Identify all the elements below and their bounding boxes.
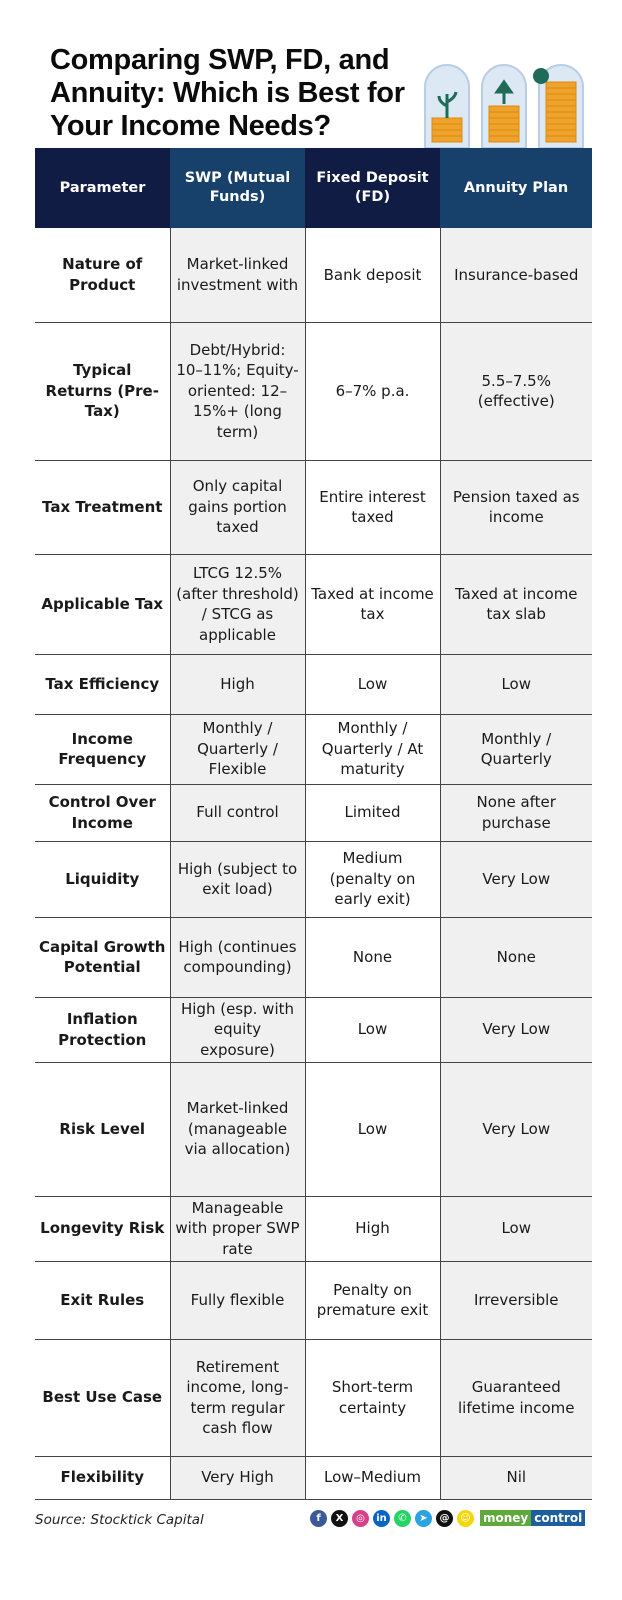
social-links bbox=[310, 1509, 585, 1527]
moneycontrol-logo bbox=[480, 1509, 585, 1527]
column-header: Annuity Plan bbox=[440, 148, 592, 228]
table-row bbox=[35, 1339, 592, 1456]
value-cell: Monthly / Quarterly / At maturity bbox=[305, 714, 440, 784]
value-cell: High (continues compounding) bbox=[170, 917, 305, 997]
value-cell: Bank deposit bbox=[305, 228, 440, 322]
parameter-cell: Income Frequency bbox=[35, 714, 170, 784]
value-cell: Market-linked investment with bbox=[170, 228, 305, 322]
source-note: Source: Stocktick Capital bbox=[35, 1512, 204, 1528]
value-cell: None bbox=[305, 917, 440, 997]
parameter-cell: Applicable Tax bbox=[35, 554, 170, 654]
value-cell: High bbox=[170, 654, 305, 714]
value-cell: Low bbox=[305, 1062, 440, 1196]
value-cell: Full control bbox=[170, 784, 305, 841]
parameter-cell: Inflation Protection bbox=[35, 997, 170, 1062]
value-cell: Very Low bbox=[440, 997, 592, 1062]
table-row bbox=[35, 554, 592, 654]
value-cell: LTCG 12.5% (after threshold) / STCG as applicable bbox=[170, 554, 305, 654]
value-cell: 5.5–7.5% (effective) bbox=[440, 322, 592, 460]
parameter-cell: Typical Returns (Pre-Tax) bbox=[35, 322, 170, 460]
telegram-icon[interactable]: ➤ bbox=[415, 1510, 432, 1527]
savings-illustration bbox=[420, 62, 590, 148]
value-cell: None bbox=[440, 917, 592, 997]
value-cell: Taxed at income tax bbox=[305, 554, 440, 654]
parameter-cell: Risk Level bbox=[35, 1062, 170, 1196]
parameter-cell: Tax Efficiency bbox=[35, 654, 170, 714]
table-row bbox=[35, 1062, 592, 1196]
value-cell: Insurance-based bbox=[440, 228, 592, 322]
parameter-cell: Best Use Case bbox=[35, 1339, 170, 1456]
linkedin-icon[interactable]: in bbox=[373, 1510, 390, 1527]
threads-icon[interactable]: @ bbox=[436, 1510, 453, 1527]
value-cell: Taxed at income tax slab bbox=[440, 554, 592, 654]
table-row bbox=[35, 322, 592, 460]
value-cell: Manageable with proper SWP rate bbox=[170, 1196, 305, 1261]
parameter-cell: Capital Growth Potential bbox=[35, 917, 170, 997]
value-cell: Medium (penalty on early exit) bbox=[305, 841, 440, 917]
value-cell: Low–Medium bbox=[305, 1456, 440, 1499]
table-row bbox=[35, 714, 592, 784]
parameter-cell: Tax Treatment bbox=[35, 460, 170, 554]
value-cell: Market-linked (manageable via allocation) bbox=[170, 1062, 305, 1196]
instagram-icon[interactable]: ◎ bbox=[352, 1510, 369, 1527]
value-cell: Short-term certainty bbox=[305, 1339, 440, 1456]
value-cell: Retirement income, long-term regular cash flow bbox=[170, 1339, 305, 1456]
value-cell: High (esp. with equity exposure) bbox=[170, 997, 305, 1062]
table-row bbox=[35, 997, 592, 1062]
value-cell: 6–7% p.a. bbox=[305, 322, 440, 460]
comparison-table bbox=[35, 148, 592, 1500]
value-cell: Low bbox=[440, 1196, 592, 1261]
parameter-cell: Nature of Product bbox=[35, 228, 170, 322]
column-header: Parameter bbox=[35, 148, 170, 228]
whatsapp-icon[interactable]: ✆ bbox=[394, 1510, 411, 1527]
value-cell: Very High bbox=[170, 1456, 305, 1499]
table-row bbox=[35, 1261, 592, 1339]
parameter-cell: Exit Rules bbox=[35, 1261, 170, 1339]
table-row bbox=[35, 1196, 592, 1261]
value-cell: Pension taxed as income bbox=[440, 460, 592, 554]
parameter-cell: Longevity Risk bbox=[35, 1196, 170, 1261]
value-cell: Low bbox=[305, 997, 440, 1062]
parameter-cell: Control Over Income bbox=[35, 784, 170, 841]
parameter-cell: Flexibility bbox=[35, 1456, 170, 1499]
value-cell: Low bbox=[305, 654, 440, 714]
brand-part2: control bbox=[531, 1510, 585, 1526]
value-cell: Irreversible bbox=[440, 1261, 592, 1339]
parameter-cell: Liquidity bbox=[35, 841, 170, 917]
value-cell: Monthly / Quarterly / Flexible bbox=[170, 714, 305, 784]
value-cell: Monthly / Quarterly bbox=[440, 714, 592, 784]
x-icon[interactable]: X bbox=[331, 1510, 348, 1527]
table-row bbox=[35, 228, 592, 322]
value-cell: Very Low bbox=[440, 841, 592, 917]
value-cell: Penalty on premature exit bbox=[305, 1261, 440, 1339]
value-cell: Nil bbox=[440, 1456, 592, 1499]
value-cell: Guaranteed lifetime income bbox=[440, 1339, 592, 1456]
table-row bbox=[35, 841, 592, 917]
value-cell: Fully flexible bbox=[170, 1261, 305, 1339]
value-cell: Low bbox=[440, 654, 592, 714]
value-cell: Debt/Hybrid: 10–11%; Equity-oriented: 12–15%+ (long term) bbox=[170, 322, 305, 460]
table-row bbox=[35, 917, 592, 997]
value-cell: Only capital gains portion taxed bbox=[170, 460, 305, 554]
value-cell: Very Low bbox=[440, 1062, 592, 1196]
value-cell: High (subject to exit load) bbox=[170, 841, 305, 917]
brand-part1: money bbox=[480, 1510, 531, 1526]
value-cell: High bbox=[305, 1196, 440, 1261]
table-row bbox=[35, 1456, 592, 1499]
value-cell: Limited bbox=[305, 784, 440, 841]
facebook-icon[interactable]: f bbox=[310, 1510, 327, 1527]
table-row bbox=[35, 654, 592, 714]
column-header: Fixed Deposit (FD) bbox=[305, 148, 440, 228]
snapchat-icon[interactable]: ☺ bbox=[457, 1510, 474, 1527]
table-row bbox=[35, 460, 592, 554]
table-row bbox=[35, 784, 592, 841]
table-header-row bbox=[35, 148, 592, 228]
page-title: Comparing SWP, FD, and Annuity: Which is Best for Your Income Needs? bbox=[50, 44, 405, 142]
column-header: SWP (Mutual Funds) bbox=[170, 148, 305, 228]
value-cell: None after purchase bbox=[440, 784, 592, 841]
value-cell: Entire interest taxed bbox=[305, 460, 440, 554]
